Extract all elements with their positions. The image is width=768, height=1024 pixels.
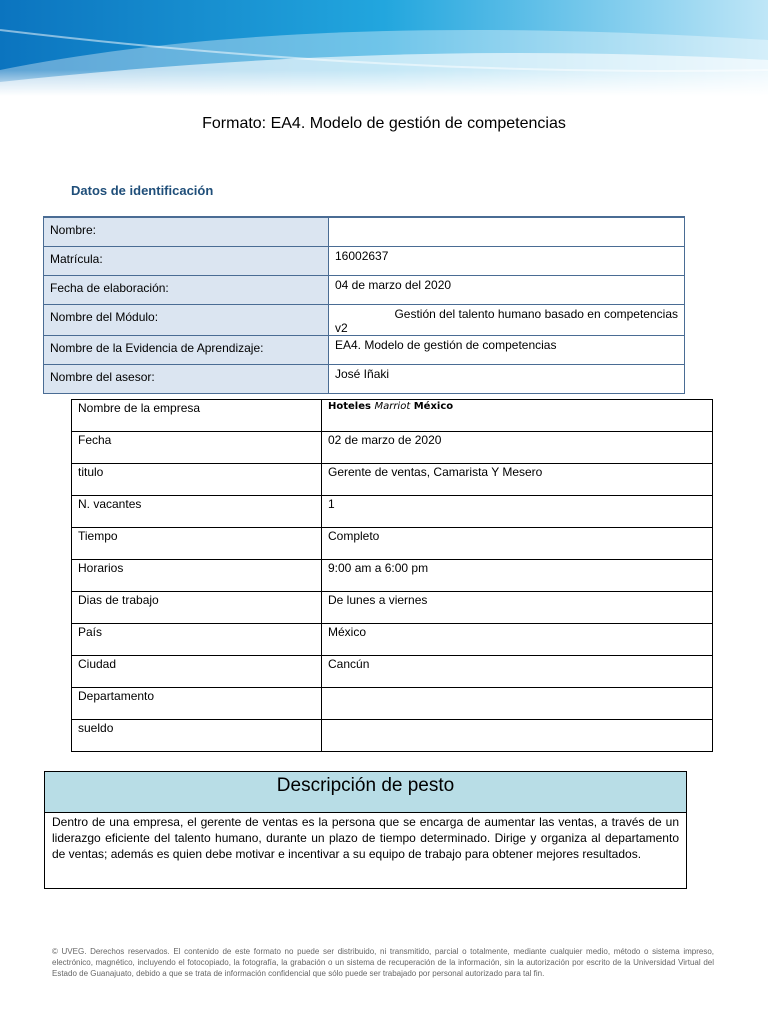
header-banner — [0, 0, 768, 96]
table-row — [72, 432, 713, 464]
value-evidencia: EA4. Modelo de gestión de competencias — [329, 336, 685, 365]
value-dias: De lunes a viernes — [322, 592, 713, 624]
label-vacantes: N. vacantes — [72, 496, 322, 528]
label-dias: Dias de trabajo — [72, 592, 322, 624]
value-fecha-elaboracion: 04 de marzo del 2020 — [329, 276, 685, 305]
table-row — [72, 400, 713, 432]
label-matricula: Matrícula: — [44, 247, 329, 276]
table-row — [72, 592, 713, 624]
value-pais: México — [322, 624, 713, 656]
label-fecha: Fecha — [72, 432, 322, 464]
value-ciudad: Cancún — [322, 656, 713, 688]
section-title: Datos de identificación — [71, 183, 214, 198]
table-row — [72, 496, 713, 528]
label-fecha-elaboracion: Fecha de elaboración: — [44, 276, 329, 305]
label-pais: País — [72, 624, 322, 656]
value-modulo-line1: Gestión del talento humano basado en competencias — [394, 307, 678, 321]
table-row — [72, 464, 713, 496]
table-row — [72, 720, 713, 752]
label-empresa: Nombre de la empresa — [72, 400, 322, 432]
table-row — [72, 560, 713, 592]
footer-copyright: © UVEG. Derechos reservados. El contenido de este formato no puede ser distribuido, ni transmitido, parcial o totalmente, mediante cualquier medio, método o sistema impreso, electrónico, magnético, incluyendo el fotocopiado, la fotografía, la grabación o un sistema de recuperación de la información, sin la autorización por escrito de la Universidad Virtual del Estado de Guanajuato, debido a que se trata de información confidencial que sólo puede ser trabajado por personal autorizado para tal fin. — [52, 947, 714, 978]
value-nombre — [329, 217, 685, 247]
table-row — [44, 305, 685, 336]
label-asesor: Nombre del asesor: — [44, 365, 329, 394]
description-heading: Descripción de pesto — [45, 772, 686, 813]
page-title: Formato: EA4. Modelo de gestión de competencias — [202, 115, 566, 132]
description-box — [44, 771, 687, 889]
identification-table — [43, 216, 685, 394]
label-sueldo: sueldo — [72, 720, 322, 752]
value-vacantes: 1 — [322, 496, 713, 528]
value-matricula: 16002637 — [329, 247, 685, 276]
table-row — [44, 247, 685, 276]
company-table — [71, 399, 713, 752]
value-horarios: 9:00 am a 6:00 pm — [322, 560, 713, 592]
value-sueldo — [322, 720, 713, 752]
empresa-part2: México — [410, 401, 454, 412]
table-row — [44, 276, 685, 305]
value-modulo — [329, 305, 685, 336]
table-row — [44, 336, 685, 365]
value-modulo-line2: v2 — [335, 321, 348, 335]
label-horarios: Horarios — [72, 560, 322, 592]
table-row — [72, 656, 713, 688]
label-tiempo: Tiempo — [72, 528, 322, 560]
empresa-italic: Marriot — [374, 401, 411, 412]
label-evidencia: Nombre de la Evidencia de Aprendizaje: — [44, 336, 329, 365]
value-departamento — [322, 688, 713, 720]
empresa-part1: Hoteles — [328, 401, 375, 412]
table-row — [72, 528, 713, 560]
label-modulo: Nombre del Módulo: — [44, 305, 329, 336]
table-row — [44, 365, 685, 394]
table-row — [72, 624, 713, 656]
value-asesor: José Iñaki — [329, 365, 685, 394]
table-row — [44, 217, 685, 247]
label-departamento: Departamento — [72, 688, 322, 720]
description-text: Dentro de una empresa, el gerente de ventas es la persona que se encarga de aumentar las ventas, a través de un liderazgo eficiente del talento humano, durante un plazo de tiempo determinado. Dirige y organiza al departamento de ventas; además es quien debe motivar e incentivar a su equipo de trabajo para obtener mejores resultados. — [52, 815, 679, 861]
value-fecha: 02 de marzo de 2020 — [322, 432, 713, 464]
value-titulo: Gerente de ventas, Camarista Y Mesero — [322, 464, 713, 496]
value-empresa — [322, 400, 713, 432]
label-ciudad: Ciudad — [72, 656, 322, 688]
label-titulo: titulo — [72, 464, 322, 496]
label-nombre: Nombre: — [44, 217, 329, 247]
table-row — [72, 688, 713, 720]
value-tiempo: Completo — [322, 528, 713, 560]
